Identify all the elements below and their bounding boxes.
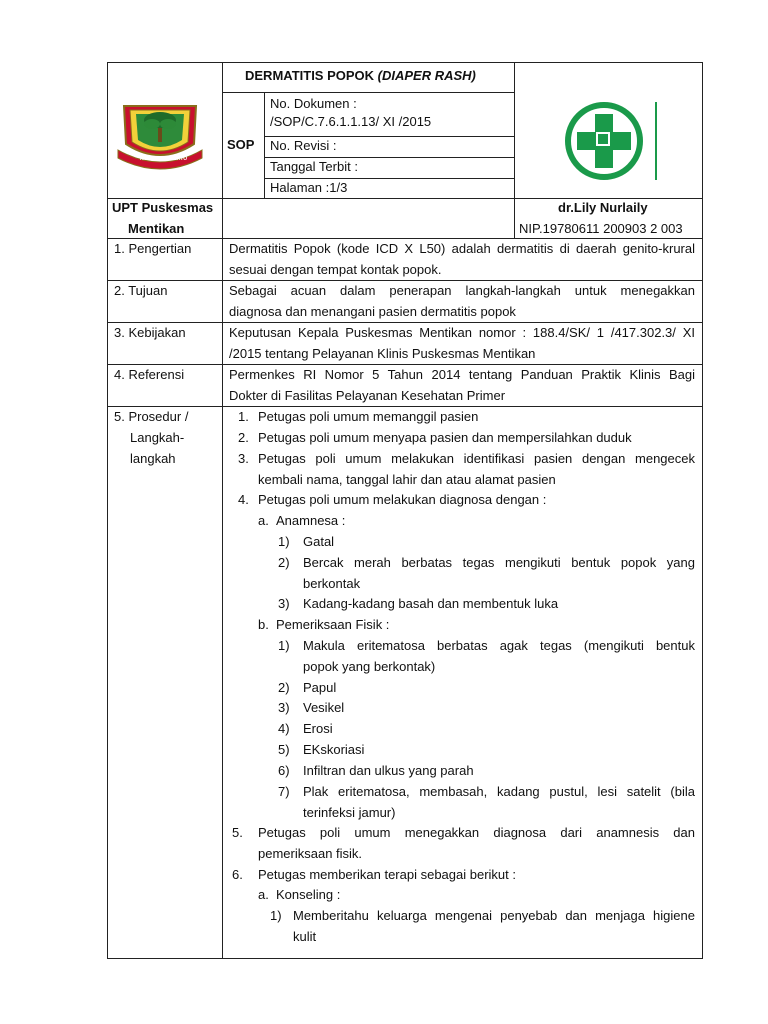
item-number: 3): [278, 596, 290, 611]
item-text-cont: berkontak: [303, 576, 361, 591]
substep-text: Konseling :: [276, 887, 341, 902]
item-text: Erosi: [303, 721, 333, 736]
item-number: 2): [278, 555, 290, 570]
step-number: 3.: [238, 451, 249, 466]
item-text-cont: kulit: [293, 929, 317, 944]
no-revisi: No. Revisi :: [270, 138, 337, 153]
tanggal-terbit: Tanggal Terbit :: [270, 159, 358, 174]
pengertian-line2: sesuai dengan tempat kontak popok.: [229, 262, 442, 277]
section-label-tujuan: 2. Tujuan: [114, 283, 168, 298]
kebijakan-line2: /2015 tentang Pelayanan Klinis Puskesmas Mentikan: [229, 346, 536, 361]
item-text: Vesikel: [303, 700, 345, 715]
signer-nip: NIP.19780611 200903 2 003: [519, 221, 683, 236]
step-text: Petugas poli umum memanggil pasien: [258, 409, 479, 424]
item-text: Plak eritematosa, membasah, kadang pustul, lesi satelit (bila: [303, 784, 695, 799]
item-text: Gatal: [303, 534, 335, 549]
item-text: Infiltran dan ulkus yang parah: [303, 763, 474, 778]
step-text-cont: pemeriksaan fisik.: [258, 846, 363, 861]
substep-text: Pemeriksaan Fisik :: [276, 617, 390, 632]
item-number: 3): [278, 700, 290, 715]
org-name-line1: UPT Puskesmas: [112, 200, 214, 215]
section-label-kebijakan: 3. Kebijakan: [114, 325, 186, 340]
step-text: Petugas poli umum melakukan diagnosa dengan :: [258, 492, 547, 507]
title-italic: (DIAPER RASH): [377, 68, 476, 83]
no-dokumen-label: No. Dokumen :: [270, 96, 357, 111]
item-number: 1): [270, 908, 282, 923]
logo-caption: KOTA MOJOKERTO: [140, 156, 188, 162]
step-text: Petugas memberikan terapi sebagai berikut :: [258, 867, 516, 882]
substep-letter: a.: [258, 887, 269, 902]
substep-letter: b.: [258, 617, 269, 632]
step-number: 1.: [238, 409, 249, 424]
referensi-line2: Dokter di Fasilitas Pelayanan Kesehatan Primer: [229, 388, 506, 403]
section-label-referensi: 4. Referensi: [114, 367, 185, 382]
item-number: 1): [278, 534, 290, 549]
item-text: Memberitahu keluarga mengenai penyebab dan menjaga higiene: [293, 908, 695, 923]
step-text: Petugas poli umum menegakkan diagnosa dari anamnesis dan: [258, 825, 695, 840]
no-dokumen-value: /SOP/C.7.6.1.1.13/ XI /2015: [270, 114, 432, 129]
tujuan-line1: Sebagai acuan dalam penerapan langkah-langkah untuk menegakkan: [229, 283, 695, 298]
item-text: Papul: [303, 680, 337, 695]
item-text-cont: terinfeksi jamur): [303, 805, 396, 820]
halaman: Halaman :1/3: [270, 180, 348, 195]
step-number: 5.: [232, 825, 243, 840]
substep-text: Anamnesa :: [276, 513, 346, 528]
step-text: Petugas poli umum menyapa pasien dan mempersilahkan duduk: [258, 430, 632, 445]
item-number: 2): [278, 680, 290, 695]
item-number: 5): [278, 742, 290, 757]
section-label-prosedur-1: 5. Prosedur /: [114, 409, 189, 424]
section-label-prosedur-3: langkah: [130, 451, 176, 466]
referensi-line1: Permenkes RI Nomor 5 Tahun 2014 tentang Panduan Praktik Klinis Bagi: [229, 367, 695, 382]
item-text: Makula eritematosa berbatas agak tegas (mengikuti bentuk: [303, 638, 695, 653]
section-label-pengertian: 1. Pengertian: [114, 241, 192, 256]
puskesmas-cross-icon: [562, 98, 660, 184]
item-text: Bercak merah berbatas tegas mengikuti bentuk popok yang: [303, 555, 695, 570]
item-number: 6): [278, 763, 290, 778]
section-label-prosedur-2: Langkah-: [130, 430, 185, 445]
tujuan-line2: diagnosa dan menangani pasien dermatitis popok: [229, 304, 516, 319]
kebijakan-line1: Keputusan Kepala Puskesmas Mentikan nomor : 188.4/SK/ 1 /417.302.3/ XI: [229, 325, 695, 340]
signer-name: dr.Lily Nurlaily: [558, 200, 648, 215]
step-text-cont: kembali nama, tanggal lahir dan atau alamat pasien: [258, 472, 556, 487]
item-number: 1): [278, 638, 290, 653]
coat-of-arms-logo: [114, 100, 206, 172]
title-main: DERMATITIS POPOK: [245, 68, 378, 83]
document-title: [245, 68, 476, 84]
item-number: 7): [278, 784, 290, 799]
step-number: 6.: [232, 867, 243, 882]
substep-letter: a.: [258, 513, 269, 528]
item-text-cont: popok yang berkontak): [303, 659, 436, 674]
puskesmas-logo: [562, 98, 660, 184]
org-name-line2: Mentikan: [128, 221, 185, 236]
pengertian-line1: Dermatitis Popok (kode ICD X L50) adalah dermatitis di daerah genito-krural: [229, 241, 695, 256]
step-number: 2.: [238, 430, 249, 445]
step-number: 4.: [238, 492, 249, 507]
step-text: Petugas poli umum melakukan identifikasi pasien dengan mengecek: [258, 451, 695, 466]
item-text: EKskoriasi: [303, 742, 365, 757]
sop-label: SOP: [227, 137, 255, 152]
item-text: Kadang-kadang basah dan membentuk luka: [303, 596, 559, 611]
item-number: 4): [278, 721, 290, 736]
